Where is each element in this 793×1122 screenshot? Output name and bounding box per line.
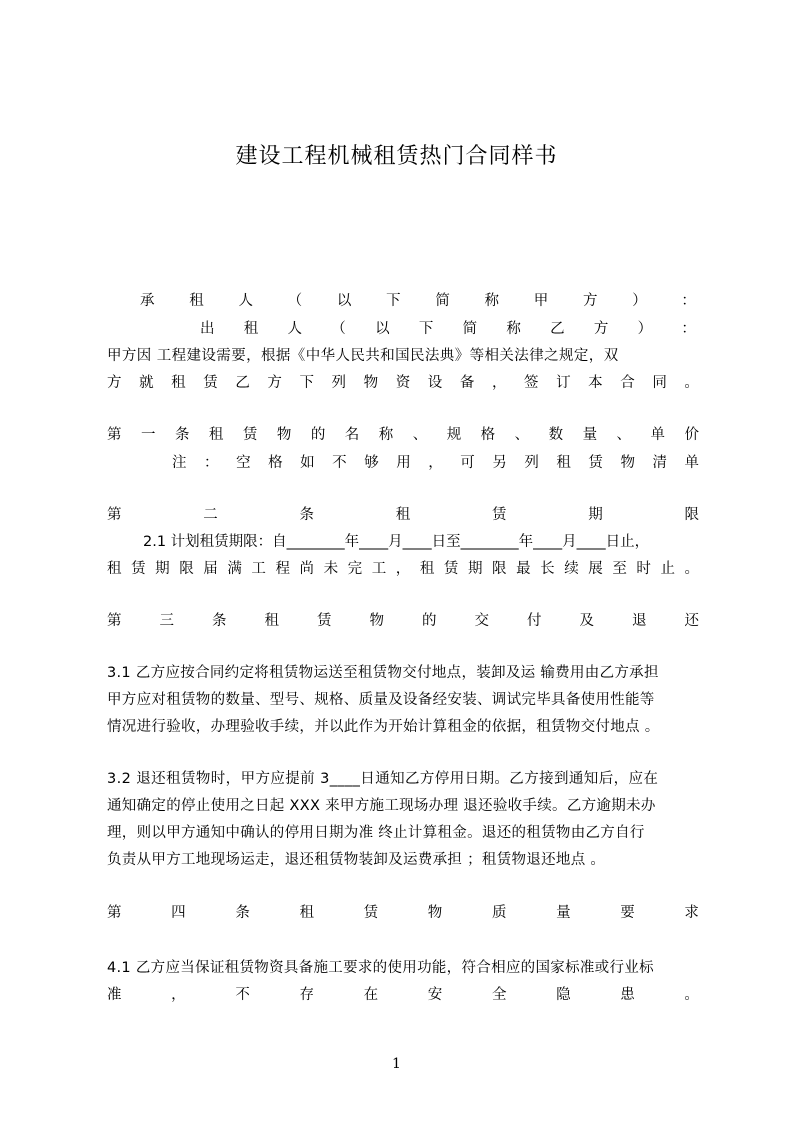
article-3-2-line-1: 3.2 退还租赁物时，甲方应提前 3____日通知乙方停用日期。乙方接到通知后，应在 bbox=[107, 771, 659, 787]
article-1-note: 注 ： 空 格 如 不 够 用 ， 可 另 列 租 赁 物 清 单 bbox=[172, 455, 699, 471]
article-3-2-line-4: 负责从甲方工地现场运走，退还租赁物装卸及运费承担 ；租赁物退还地点 。 bbox=[107, 852, 606, 868]
article-3-1-line-3: 情况进行验收，办理验收手续，并以此作为开始计算租金的依据，租赁物交付地点 。 bbox=[107, 719, 660, 735]
article-2-heading: 第 二 条 租 赁 期 限 bbox=[107, 507, 699, 523]
lessee-line: 承 租 人 （ 以 下 简 称 甲 方 ） ： bbox=[140, 293, 696, 309]
intro-line-2: 方 就 租 赁 乙 方 下 列 物 资 设 备 ， 签 订 本 合 同 。 bbox=[107, 375, 699, 391]
article-3-2-line-3: 理，则以甲方通知中确认的停用日期为准 终止计算租金。退还的租赁物由乙方自行 bbox=[107, 825, 645, 841]
article-2-para-1: 2.1 计划租赁期限：自________年____月____日至________年____月____日止， bbox=[143, 534, 650, 550]
article-3-heading: 第 三 条 租 赁 物 的 交 付 及 退 还 bbox=[107, 613, 699, 629]
article-4-para-2: 准 ， 不 存 在 安 全 隐 患 。 bbox=[107, 987, 699, 1003]
page-number: 1 bbox=[392, 1056, 401, 1072]
lessor-line: 出 租 人 （ 以 下 简 称 乙 方 ） ： bbox=[200, 321, 696, 337]
document-title: 建设工程机械租赁热门合同样书 bbox=[235, 144, 558, 169]
article-4-heading: 第 四 条 租 赁 物 质 量 要 求 bbox=[107, 905, 699, 921]
intro-line-1: 甲方因 工程建设需要，根据《中华人民共和国民法典》等相关法律之规定，双 bbox=[107, 348, 619, 364]
article-3-1-line-1: 3.1 乙方应按合同约定将租赁物运送至租赁物交付地点，装卸及运 输费用由乙方承担 bbox=[107, 665, 659, 681]
article-4-para-1: 4.1 乙方应当保证租赁物资具备施工要求的使用功能，符合相应的国家标准或行业标 bbox=[107, 960, 654, 976]
article-1-heading: 第 一 条 租 赁 物 的 名 称 、 规 格 、 数 量 、 单 价 bbox=[107, 427, 699, 443]
article-3-1-line-2: 甲方应对租赁物的数量、型号、规格、质量及设备经安装、调试完毕具备使用性能等 bbox=[107, 692, 655, 708]
article-3-2-line-2: 通知确定的停止使用之日起 XXX 来甲方施工现场办理 退还验收手续。乙方逾期未办 bbox=[107, 798, 656, 814]
article-2-para-2: 租 赁 期 限 届 满 工 程 尚 未 完 工 ， 租 赁 期 限 最 长 续 展 至 时 止 。 bbox=[107, 561, 699, 577]
